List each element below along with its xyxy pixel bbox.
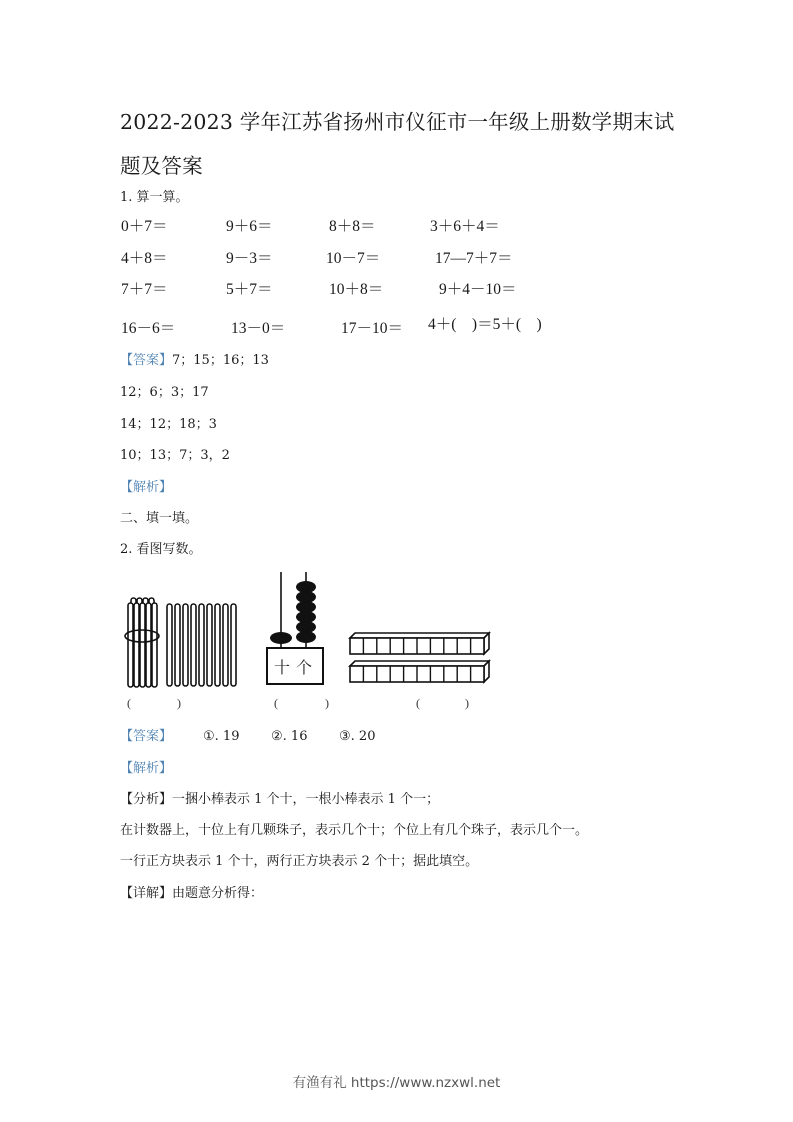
equation: 17－10＝ <box>341 320 404 337</box>
blank-open: ( <box>416 696 420 710</box>
equation: 13－0＝ <box>231 320 286 337</box>
equation: 8＋8＝ <box>329 218 376 235</box>
answer-item: ②. 16 <box>271 729 308 744</box>
blank-open: ( <box>274 696 278 710</box>
analysis-line: 【详解】由题意分析得： <box>120 886 264 901</box>
answer-line: 12；6；3；17 <box>120 385 209 400</box>
blank-close: ) <box>177 696 181 710</box>
equation: 9＋6＝ <box>226 218 273 235</box>
answer-tag: 【答案】 <box>120 729 173 744</box>
analysis-line: 在计数器上，十位上有几颗珠子，表示几个十；个位上有几个珠子，表示几个一。 <box>120 823 589 838</box>
equation: 0＋7＝ <box>121 218 168 235</box>
blank-open: ( <box>127 696 131 710</box>
blank-close: ) <box>325 696 329 710</box>
equation: 7＋7＝ <box>121 281 168 298</box>
equation: 3＋6＋4＝ <box>430 218 500 235</box>
answer-item: ①. 19 <box>203 729 240 744</box>
equation: 4＋( )＝5＋( ) <box>428 316 542 333</box>
title-line-1: 2022-2023 学年江苏省扬州市仪征市一年级上册数学期末试 <box>120 110 675 134</box>
answer-line: 14；12；18；3 <box>120 417 217 432</box>
abacus-tens-label: 十 <box>274 658 291 677</box>
equation: 9－3＝ <box>226 250 273 267</box>
cubes-figure <box>348 632 492 686</box>
equation: 16－6＝ <box>121 320 176 337</box>
q1-heading: 1. 算一算。 <box>120 190 189 205</box>
abacus-ones-label: 个 <box>296 658 313 677</box>
q2-heading: 2. 看图写数。 <box>120 542 202 557</box>
equation: 9＋4－10＝ <box>439 281 517 298</box>
answer-line: 7；15；16；13 <box>172 353 269 368</box>
analysis-line: 【分析】一捆小棒表示 1 个十，一根小棒表示 1 个一； <box>120 792 440 807</box>
answer-line: 10；13；7；3，2 <box>120 448 230 463</box>
blank-close: ) <box>465 696 469 710</box>
sticks-figure <box>124 596 244 688</box>
equation: 5＋7＝ <box>226 281 273 298</box>
answer-item: ③. 20 <box>339 729 376 744</box>
section-heading: 二、填一填。 <box>120 511 199 526</box>
equation: 10－7＝ <box>326 250 381 267</box>
analysis-tag: 【解析】 <box>120 761 173 776</box>
analysis-line: 一行正方块表示 1 个十，两行正方块表示 2 个十；据此填空。 <box>120 854 479 869</box>
title-line-2: 题及答案 <box>120 154 203 178</box>
equation: 17—7＋7＝ <box>435 250 513 267</box>
footer-watermark: 有渔有礼 https://www.nzxwl.net <box>292 1075 501 1091</box>
equation: 4＋8＝ <box>121 250 168 267</box>
answer-tag: 【答案】 <box>120 353 173 368</box>
document-title <box>120 102 674 186</box>
q1-answer <box>120 353 269 369</box>
equation: 10＋8＝ <box>329 281 384 298</box>
analysis-tag: 【解析】 <box>120 480 173 495</box>
